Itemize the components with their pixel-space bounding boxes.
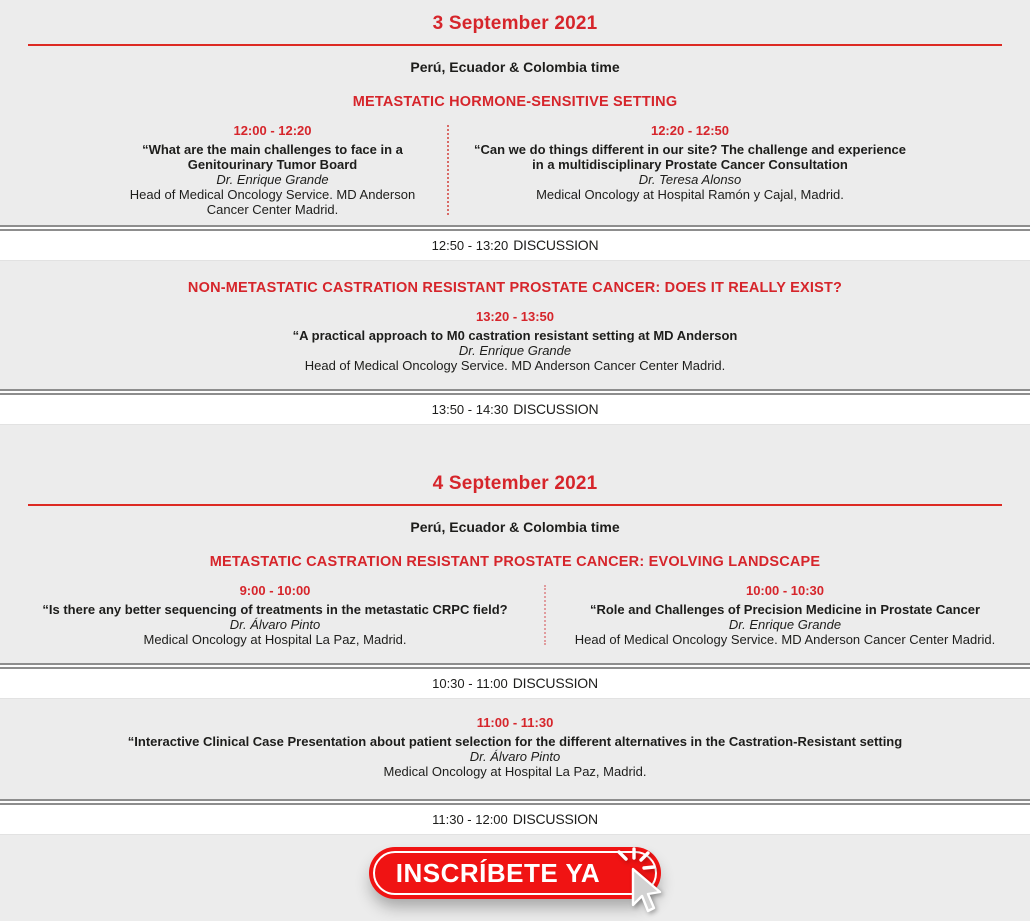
session-time: 9:00 - 10:00	[239, 583, 311, 598]
day1-timezone: Perú, Ecuador & Colombia time	[410, 59, 620, 75]
session-affiliation: Medical Oncology at Hospital La Paz, Madrid.	[143, 632, 407, 647]
discussion-bar	[0, 799, 1030, 835]
session-block	[468, 123, 913, 202]
session-title: “Interactive Clinical Case Presentation about patient selection for the different alternatives in the Castration-Resistant setting	[127, 734, 903, 749]
session-title: “What are the main challenges to face in a Genitourinary Tumor Board	[142, 142, 403, 172]
day2-session-row	[0, 583, 1030, 647]
session-block	[0, 715, 1030, 779]
discussion-bar	[0, 663, 1030, 699]
day2-track1-title: METASTATIC CASTRATION RESISTANT PROSTATE CANCER: EVOLVING LANDSCAPE	[209, 554, 821, 570]
session-time: 10:00 - 10:30	[745, 583, 825, 598]
dotted-column-divider	[447, 125, 449, 215]
session-title: “A practical approach to M0 castration resistant setting at MD Anderson	[292, 328, 738, 343]
discussion-time: 10:30 - 11:00	[432, 676, 508, 691]
discussion-label: DISCUSSION	[512, 675, 598, 691]
discussion-time: 13:50 - 14:30	[431, 402, 509, 417]
session-speaker: Dr. Teresa Alonso	[638, 172, 742, 187]
session-speaker: Dr. Álvaro Pinto	[229, 617, 321, 632]
session-title: “Is there any better sequencing of treatments in the metastatic CRPC field?	[42, 602, 508, 617]
discussion-time: 11:30 - 12:00	[432, 812, 508, 827]
session-affiliation: Head of Medical Oncology Service. MD Anderson Cancer Center Madrid.	[574, 632, 996, 647]
discussion-bar	[0, 389, 1030, 425]
day1-track2-title: NON-METASTATIC CASTRATION RESISTANT PROSTATE CANCER: DOES IT REALLY EXIST?	[187, 280, 843, 296]
session-block	[118, 123, 428, 217]
session-speaker: Dr. Enrique Grande	[216, 172, 329, 187]
session-speaker: Dr. Enrique Grande	[458, 343, 572, 358]
session-block	[0, 309, 1030, 373]
discussion-label: DISCUSSION	[512, 811, 598, 827]
session-affiliation: Head of Medical Oncology Service. MD Anderson Cancer Center Madrid.	[129, 187, 416, 217]
register-button-label: INSCRÍBETE YA	[395, 857, 601, 888]
session-affiliation: Medical Oncology at Hospital La Paz, Madrid.	[383, 764, 647, 779]
day2-timezone: Perú, Ecuador & Colombia time	[410, 519, 620, 535]
day1-session-row	[0, 123, 1030, 217]
day1-divider-rule	[28, 44, 1002, 46]
click-cursor-icon	[613, 847, 669, 921]
session-speaker: Dr. Álvaro Pinto	[469, 749, 561, 764]
day2-date-title: 4 September 2021	[432, 473, 598, 494]
session-title: “Can we do things different in our site? The challenge and experience in a multidisciplinary Prostate Cancer Consultation	[474, 142, 906, 172]
discussion-time: 12:50 - 13:20	[431, 238, 509, 253]
dotted-column-divider	[544, 585, 546, 645]
session-time: 13:20 - 13:50	[475, 309, 555, 324]
session-title: “Role and Challenges of Precision Medicine in Prostate Cancer	[589, 602, 981, 617]
session-time: 12:00 - 12:20	[233, 123, 312, 138]
session-speaker: Dr. Enrique Grande	[728, 617, 842, 632]
day1-date-title: 3 September 2021	[432, 13, 598, 34]
session-time: 11:00 - 11:30	[476, 715, 554, 730]
day1-track1-title: METASTATIC HORMONE-SENSITIVE SETTING	[352, 94, 678, 110]
session-affiliation: Medical Oncology at Hospital Ramón y Cajal, Madrid.	[536, 187, 844, 202]
register-button[interactable]	[369, 847, 661, 899]
session-block	[560, 583, 1010, 647]
discussion-label: DISCUSSION	[513, 401, 599, 417]
discussion-label: DISCUSSION	[513, 237, 599, 253]
session-time: 12:20 - 12:50	[650, 123, 730, 138]
session-block	[20, 583, 530, 647]
discussion-bar	[0, 225, 1030, 261]
session-affiliation: Head of Medical Oncology Service. MD Anderson Cancer Center Madrid.	[304, 358, 726, 373]
day2-divider-rule	[28, 504, 1002, 506]
